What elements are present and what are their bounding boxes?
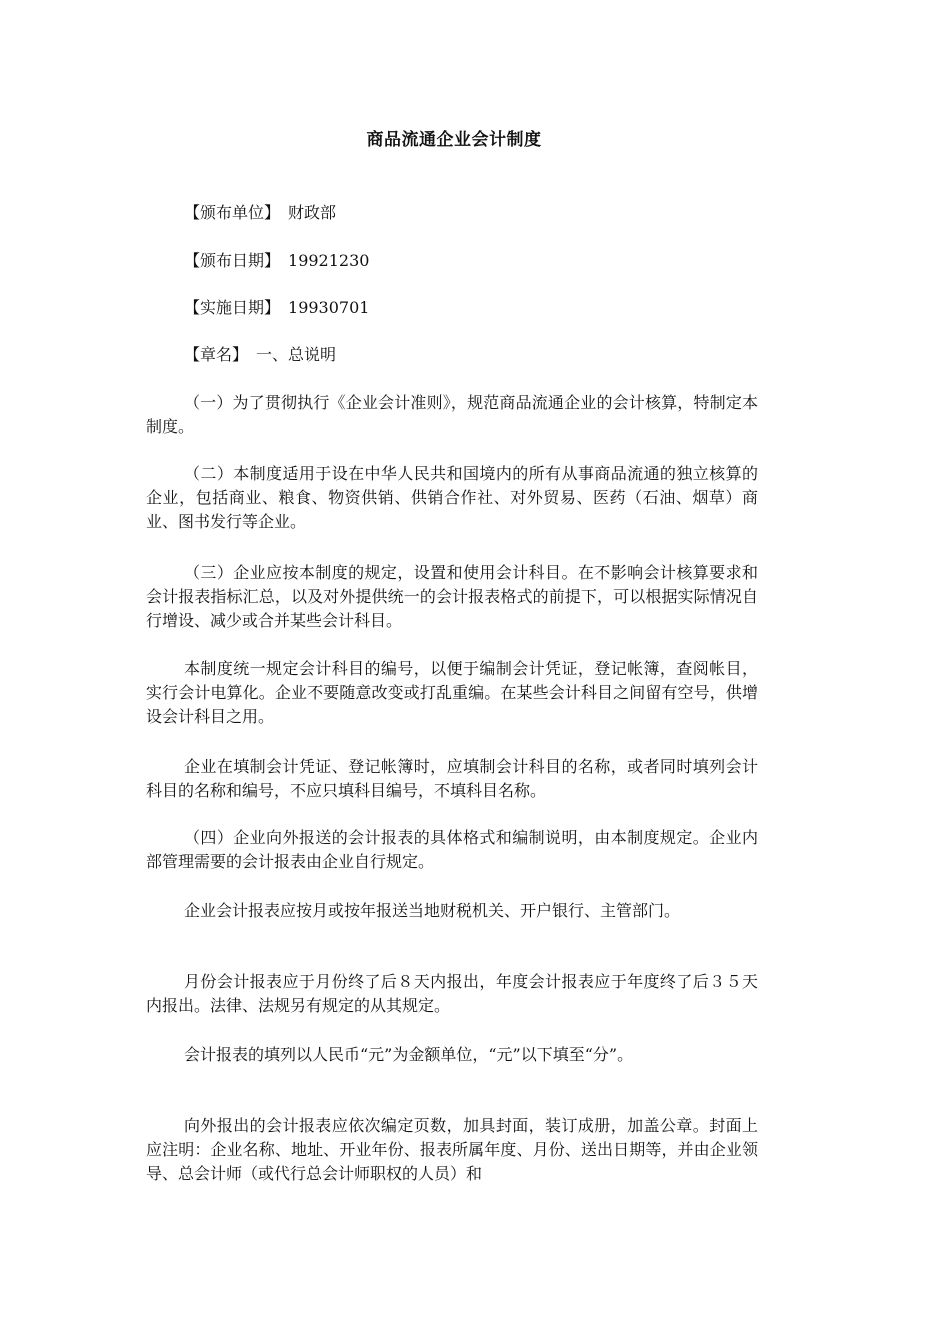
document-title: 商品流通企业会计制度	[366, 130, 542, 150]
paragraph-8: 月份会计报表应于月份终了后８天内报出，年度会计报表应于年度终了后３５天内报出。法律、法规另有规定的从其规定。	[146, 972, 758, 1015]
meta-issue-date-label: 【颁布日期】	[184, 251, 281, 270]
paragraph-3: （三）企业应按本制度的规定，设置和使用会计科目。在不影响会计核算要求和会计报表指标汇总，以及对外提供统一的会计报表格式的前提下，可以根据实际情况自行增设、减少或合并某些会计科目。	[146, 563, 758, 630]
paragraph-1: （一）为了贯彻执行《企业会计准则》，规范商品流通企业的会计核算，特制定本制度。	[146, 393, 758, 436]
paragraph-4: 本制度统一规定会计科目的编号，以便于编制会计凭证，登记帐簿，查阅帐目，实行会计电算化。企业不要随意改变或打乱重编。在某些会计科目之间留有空号，供增设会计科目之用。	[146, 659, 758, 726]
meta-issuer	[184, 201, 336, 225]
meta-issue-date-value: 19921230	[288, 251, 370, 270]
meta-effective-date	[184, 296, 369, 320]
meta-issuer-value: 财政部	[288, 203, 337, 222]
meta-issue-date	[184, 249, 369, 273]
meta-chapter-value: 一、总说明	[256, 345, 337, 364]
paragraph-7: 企业会计报表应按月或按年报送当地财税机关、开户银行、主管部门。	[184, 901, 681, 920]
paragraph-6: （四）企业向外报送的会计报表的具体格式和编制说明，由本制度规定。企业内部管理需要的会计报表由企业自行规定。	[146, 828, 758, 871]
paragraph-10: 向外报出的会计报表应依次编定页数，加具封面，装订成册，加盖公章。封面上应注明：企业名称、地址、开业年份、报表所属年度、月份、送出日期等，并由企业领导、总会计师（或代行总会计师职权的人员）和	[146, 1116, 758, 1183]
meta-chapter	[184, 343, 336, 367]
meta-chapter-label: 【章名】	[184, 345, 249, 364]
meta-issuer-label: 【颁布单位】	[184, 203, 281, 222]
paragraph-5: 企业在填制会计凭证、登记帐簿时，应填制会计科目的名称，或者同时填列会计科目的名称和编号，不应只填科目编号，不填科目名称。	[146, 757, 758, 800]
paragraph-9: 会计报表的填列以人民币“元”为金额单位，“元”以下填至“分”。	[184, 1045, 634, 1064]
meta-effective-date-label: 【实施日期】	[184, 298, 281, 317]
paragraph-2: （二）本制度适用于设在中华人民共和国境内的所有从事商品流通的独立核算的企业，包括商业、粮食、物资供销、供销合作社、对外贸易、医药（石油、烟草）商业、图书发行等企业。	[146, 464, 758, 531]
meta-effective-date-value: 19930701	[288, 298, 370, 317]
